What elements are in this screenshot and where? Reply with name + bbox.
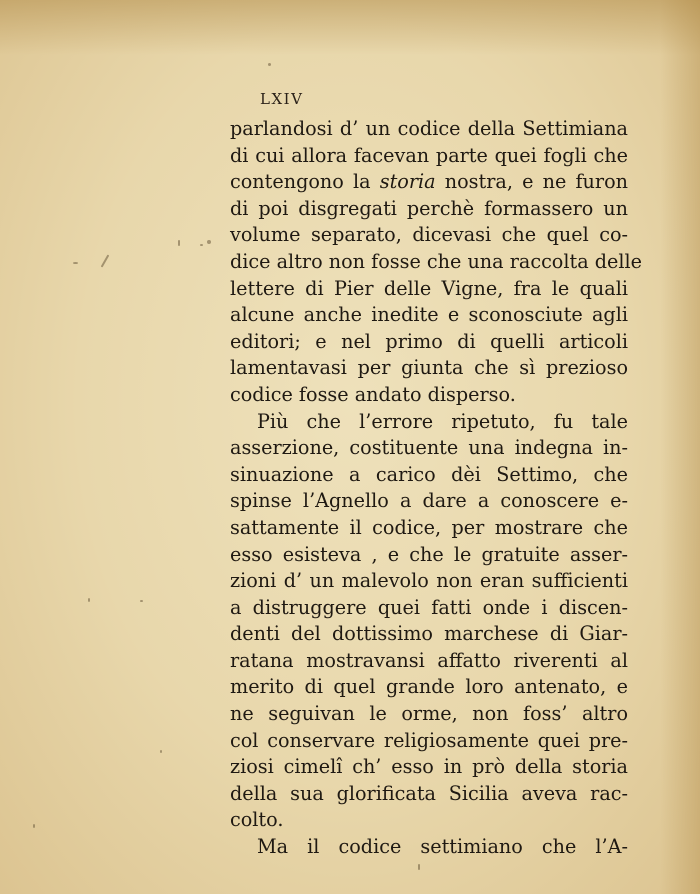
text-line <box>230 515 628 542</box>
paper-speck <box>200 244 203 246</box>
text-line <box>230 648 628 675</box>
text-segment: lamentavasi per giunta che sì prezioso <box>230 356 628 380</box>
text-line <box>230 834 628 861</box>
text-line <box>230 249 643 276</box>
text-line <box>230 169 628 196</box>
text-segment: parlandosi d’ un codice della Settimiana <box>230 117 628 140</box>
text-segment: di poi disgregati perchè formassero un <box>230 196 628 220</box>
text-line <box>230 701 628 728</box>
text-segment: ne seguivan le orme, non foss’ altro <box>230 702 628 726</box>
paper-speck <box>418 864 420 870</box>
paper-speck <box>101 254 110 267</box>
text-line <box>230 329 628 356</box>
text-segment: sinuazione a carico dèi Settimo, che <box>230 462 628 486</box>
paper-speck <box>73 262 78 264</box>
text-line <box>230 807 628 834</box>
text-segment: lettere di Pier delle Vigne, fra le quali <box>230 276 628 300</box>
text-segment: Più che l’errore ripetuto, fu tale <box>257 409 628 433</box>
text-segment: volume separato, dicevasi che quel co- <box>230 223 628 247</box>
text-line <box>230 728 628 755</box>
text-segment: col conservare religiosamente quei pre- <box>230 728 628 752</box>
paper-speck <box>160 750 162 753</box>
body-text <box>230 116 643 861</box>
paper-speck <box>207 240 211 244</box>
text-line <box>230 382 628 409</box>
text-line <box>230 222 628 249</box>
text-line <box>230 674 628 701</box>
text-segment: alcune anche inedite e sconosciute agli <box>230 303 628 327</box>
text-segment: merito di quel grande loro antenato, e <box>230 675 628 699</box>
paper-speck <box>178 240 180 246</box>
text-line <box>230 621 628 648</box>
text-segment: editori; e nel primo di quelli articoli <box>230 329 628 353</box>
paper-speck <box>33 824 35 828</box>
text-segment: ratana mostravansi affatto riverenti al <box>230 648 628 672</box>
italic-word: storia <box>379 170 436 194</box>
text-line <box>230 542 628 569</box>
text-segment: colto. <box>230 808 284 832</box>
text-line <box>230 781 628 808</box>
paper-speck <box>140 600 143 602</box>
text-segment: di cui allora facevan parte quei fogli che <box>230 143 628 167</box>
text-line <box>230 196 628 223</box>
text-line <box>230 276 628 303</box>
text-line <box>230 595 628 622</box>
text-line <box>230 302 628 329</box>
text-segment: della sua glorificata Sicilia aveva rac- <box>230 781 628 805</box>
text-segment: dice altro non fosse che una raccolta delle <box>230 249 643 273</box>
text-segment: spinse l’Agnello a dare a conoscere e- <box>230 489 628 513</box>
text-segment: sattamente il codice, per mostrare che <box>230 515 628 539</box>
text-segment: asserzione, costituente una indegna in- <box>230 436 628 460</box>
text-segment: denti del dottissimo marchese di Giar- <box>230 622 628 646</box>
paper-speck <box>88 598 90 602</box>
text-line <box>230 409 628 436</box>
text-segment: a distruggere quei fatti onde i discen- <box>230 595 628 619</box>
text-segment: nostra, e ne furon <box>435 170 628 194</box>
text-line <box>230 355 628 382</box>
text-segment: ziosi cimelî ch’ esso in prò della storia <box>230 755 628 779</box>
text-line <box>230 143 628 170</box>
text-segment: zioni d’ un malevolo non eran sufficienti <box>230 569 628 593</box>
text-segment: esso esisteva , e che le gratuite asser- <box>230 542 628 566</box>
text-line <box>230 568 628 595</box>
text-line <box>230 754 628 781</box>
text-segment: contengono la <box>230 170 380 194</box>
text-segment: codice fosse andato disperso. <box>230 382 516 406</box>
paper-speck <box>268 63 271 66</box>
text-segment: Ma il codice settimiano che l’A- <box>257 835 628 859</box>
page-number: LXIV <box>260 90 304 108</box>
text-line <box>230 462 628 489</box>
text-line <box>230 435 628 462</box>
text-line <box>230 116 628 143</box>
text-line <box>230 488 628 515</box>
